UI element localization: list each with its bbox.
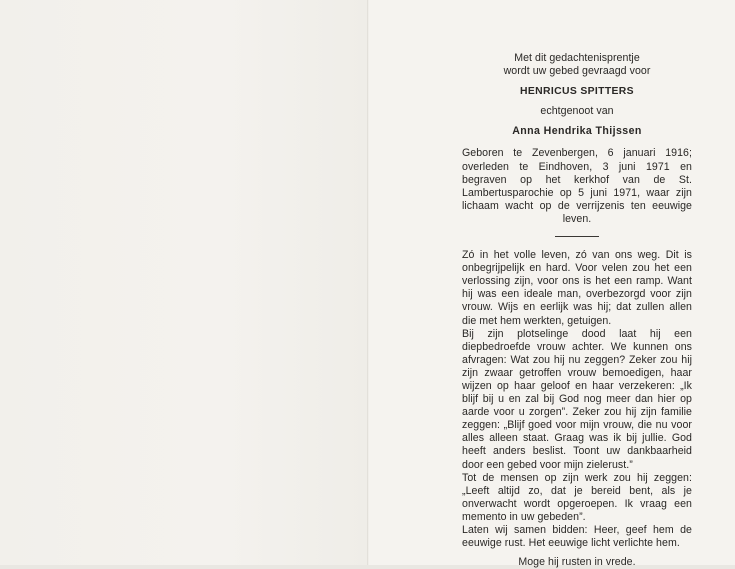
prayer-paragraph: Laten wij samen bidden: Heer, geef hem de eeuwige rust. Het eeuwige licht verlichte hem. (462, 524, 692, 550)
section-divider (555, 236, 599, 237)
eulogy-text (462, 249, 692, 550)
biography-text: Geboren te Zevenbergen, 6 januari 1916; overleden te Eindhoven, 3 juni 1971 en begraven op het kerkhof van de St. Lambertusparochie op 5 juni 1971, waar zijn lichaam wacht op de verrijzenis ten eeuwige leven. (462, 147, 692, 225)
deceased-name: HENRICUS SPITTERS (520, 86, 634, 98)
intro-line-1: Met dit gedachtenisprentje (514, 52, 640, 64)
relation-text: echtgenoot van (540, 105, 614, 118)
memorial-text (462, 52, 692, 569)
card-front-blank-panel (0, 0, 367, 565)
eulogy-paragraph: Tot de mensen op zijn werk zou hij zeggen: „Leeft altijd zo, dat je bereid bent, als je onverwacht wordt opgeroepen. Ik vraag een memento in uw gebeden”. (462, 471, 692, 523)
closing-line: Moge hij rusten in vrede. (518, 556, 636, 569)
eulogy-paragraph: Zó in het volle leven, zó van ons weg. Dit is onbegrijpelijk en hard. Voor velen zou het een verlossing zijn, voor ons is het een ramp. Want hij was een ideale man, overbezorgd voor zijn vrouw. Wijs en eerlijk was hij; dat zullen allen die met hem werkten, getuigen. (462, 249, 692, 327)
spouse-name: Anna Hendrika Thijssen (512, 125, 642, 138)
eulogy-paragraph: Bij zijn plotselinge dood laat hij een diepbedroefde vrouw achter. We kunnen ons afvragen: Wat zou hij nu zeggen? Zeker zou hij zijn zwaar getroffen vrouw bemoedigen, haar wijzen op haar geloof en haar verzekeren: „Ik blijf bij u en zal bij God nog meer dan hier op aarde voor u zorgen”. Zeker zou hij zijn familie zeggen: „Blijf goed voor mijn vrouw, die nu voor alles alleen staat. Graag was ik bij jullie. God heeft anders beslist. Toont uw dankbaarheid door een gebed voor mijn zielerust.” (462, 327, 692, 471)
card-intro (462, 52, 692, 78)
intro-line-2: wordt uw gebed gevraagd voor (503, 65, 651, 78)
